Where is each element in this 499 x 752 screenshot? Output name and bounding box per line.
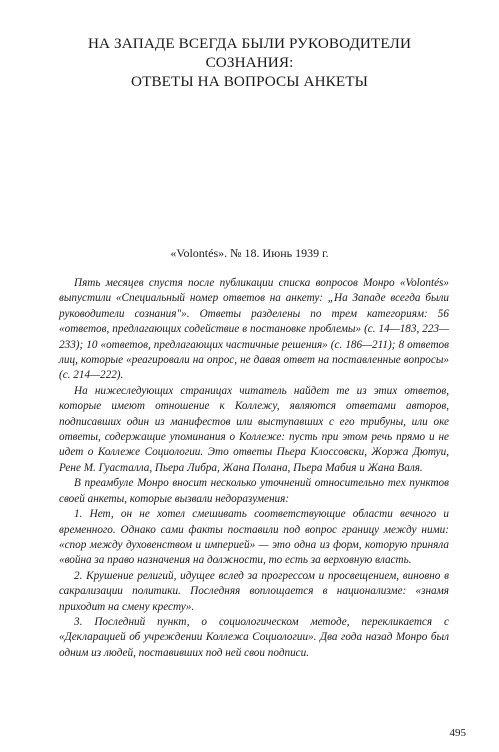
page-title: [30, 34, 469, 91]
paragraph-point-3: 3. Последний пункт, о социологическом методе, перекликается с «Декларацией об учреждении Коллежа Социологии». Два года назад Монро был одним из людей, поставивших под ней свои подписи.: [59, 615, 449, 659]
paragraph-preamble: В преамбуле Монро вносит несколько уточнений относительно тех пунктов своей анкеты, которые вызвали недоразумения:: [59, 477, 449, 505]
paragraph-point-2: 2. Крушение религий, идущее вслед за прогрессом и просвещением, виновно в сакрализации политики. Последняя воплощается в национализме: «знамя приходит на смену кресту».: [59, 569, 449, 613]
title-line-3: ОТВЕТЫ НА ВОПРОСЫ АНКЕТЫ: [131, 73, 368, 90]
page-number: 495: [449, 727, 466, 739]
paragraph-point-1: 1. Нет, он не хотел смешивать соответствующие области вечного и временного. Однако сами факты поставили под вопрос границу между ними: «спор между духовенством и империей» — это одна из форм, которую приняла «война за право назначения на должности, то есть за верховную власть.: [59, 508, 449, 567]
title-line-2: СОЗНАНИЯ:: [205, 54, 294, 71]
source-line: «Volontés». № 18. Июнь 1939 г.: [170, 246, 329, 260]
body-text: [59, 276, 449, 661]
paragraph-answers: На нижеследующих страницах читатель найдет те из этих ответов, которые имеют отношение к Коллежу, являются ответами авторов, подписавших один из манифестов или выступавших с его трибуны, или оке ответы, содержащие упоминания о Коллеже: пусть при этом речь прямо и не идет о Коллеже Социологии. Это ответы Пьера Клоссовски, Жоржа Дютуи, Рене М. Гуасталла, Пьера Либра, Жана Полана, Пьера Мабия и Жана Валя.: [59, 384, 449, 474]
paragraph-intro: Пять месяцев спустя после публикации списка вопросов Монро «Volontés» выпустили «Специальный номер ответов на анкету: „На Западе всегда были руководители сознания"». Ответы разделены по трем категориям: 56 «ответов, предлагающих содействие в постановке проблемы» (с. 14—183, 223—233); 10 «ответов, предлагающих частичные решения» (с. 186—211); 8 ответов лиц, которые «реагировали на опрос, не давая ответ на поставленные вопросы» (с. 214—222).: [59, 277, 449, 382]
title-line-1: НА ЗАПАДЕ ВСЕГДА БЫЛИ РУКОВОДИТЕЛИ: [87, 35, 412, 52]
